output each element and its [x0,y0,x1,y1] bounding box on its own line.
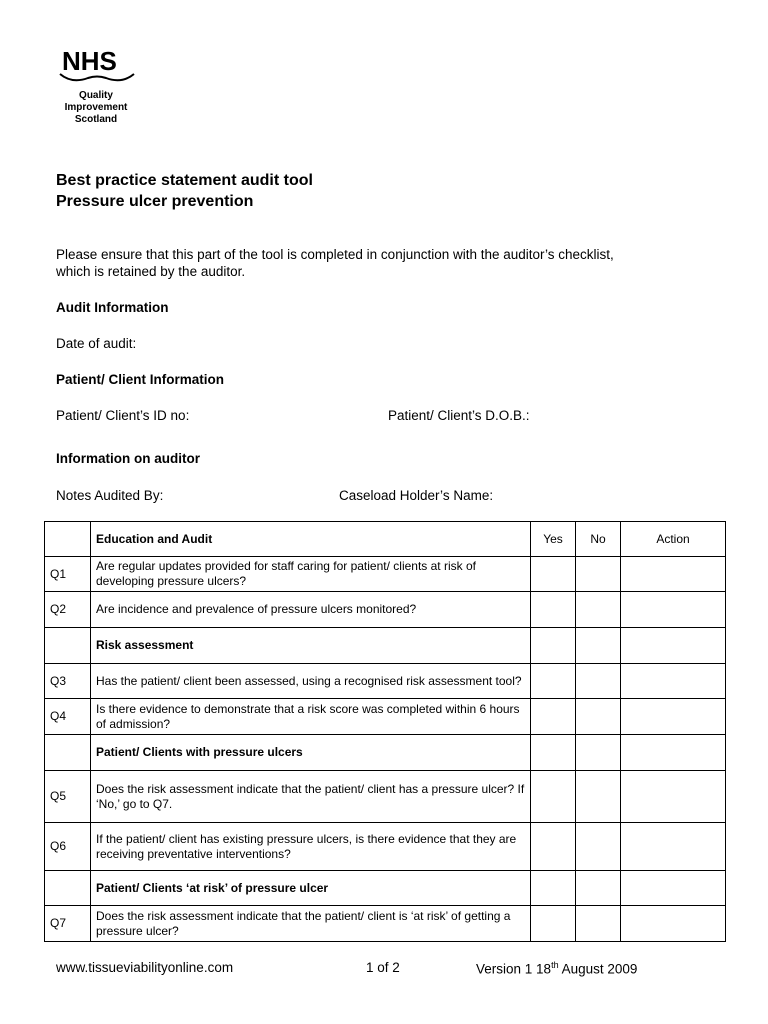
yes-cell[interactable] [531,664,576,699]
question-text: Are regular updates provided for staff caring for patient/ clients at risk of developing pressure ulcers? [91,557,531,592]
no-cell[interactable] [576,699,621,735]
yes-cell [531,628,576,664]
question-number: Q2 [45,592,91,628]
audit-info-heading: Audit Information [56,300,169,315]
no-cell[interactable] [576,592,621,628]
question-number: Q6 [45,823,91,871]
table-row [45,592,726,628]
action-cell[interactable] [621,906,726,942]
title-line-2: Pressure ulcer prevention [56,193,254,210]
nhs-wave-icon [58,70,136,84]
yes-cell[interactable] [531,557,576,592]
page-title [56,170,313,212]
q-number-cell [45,522,91,557]
no-cell [576,628,621,664]
section-header: Education and Audit [91,522,531,557]
table-row [45,823,726,871]
yes-cell[interactable] [531,823,576,871]
table-row [45,735,726,771]
table-row [45,557,726,592]
question-number: Q3 [45,664,91,699]
question-text: Does the risk assessment indicate that the patient/ client has a pressure ulcer? If ‘No,’ go to Q7. [91,771,531,823]
yes-column-header: Yes [531,522,576,557]
title-line-1: Best practice statement audit tool [56,172,313,189]
caseload-holder-label: Caseload Holder’s Name: [339,488,494,503]
action-cell [621,871,726,906]
yes-cell[interactable] [531,592,576,628]
q-number-cell [45,871,91,906]
no-cell [576,735,621,771]
no-cell [576,871,621,906]
action-cell [621,735,726,771]
action-cell [621,628,726,664]
version-suffix: August 2009 [558,961,638,977]
yes-cell [531,871,576,906]
question-number: Q5 [45,771,91,823]
nhs-logo-subtitle: Quality Improvement Scotland [64,90,128,125]
question-number: Q7 [45,906,91,942]
patient-dob-label: Patient/ Client’s D.O.B.: [388,408,530,423]
question-text: Has the patient/ client been assessed, using a recognised risk assessment tool? [91,664,531,699]
patient-id-label: Patient/ Client’s ID no: [56,408,190,423]
date-of-audit-label: Date of audit: [56,336,137,351]
table-row [45,906,726,942]
no-column-header: No [576,522,621,557]
yes-cell [531,735,576,771]
question-number: Q4 [45,699,91,735]
yes-cell[interactable] [531,906,576,942]
question-text: If the patient/ client has existing pressure ulcers, is there evidence that they are receiving preventative interventions? [91,823,531,871]
question-text: Does the risk assessment indicate that the patient/ client is ‘at risk’ of getting a pressure ulcer? [91,906,531,942]
action-column-header: Action [621,522,726,557]
no-cell[interactable] [576,664,621,699]
question-text: Is there evidence to demonstrate that a risk score was completed within 6 hours of admission? [91,699,531,735]
version-prefix: Version 1 18 [476,961,552,977]
auditor-info-heading: Information on auditor [56,451,200,466]
footer-page-number: 1 of 2 [366,960,400,975]
no-cell[interactable] [576,906,621,942]
footer-version [476,960,637,977]
question-number: Q1 [45,557,91,592]
footer-website: www.tissueviabilityonline.com [56,960,234,975]
audit-table [44,521,726,942]
action-cell[interactable] [621,771,726,823]
action-cell[interactable] [621,592,726,628]
section-header: Risk assessment [91,628,531,664]
action-cell[interactable] [621,664,726,699]
nhs-logo-text: NHS [62,46,117,76]
q-number-cell [45,735,91,771]
table-row [45,628,726,664]
table-row [45,664,726,699]
action-cell[interactable] [621,557,726,592]
table-row [45,522,726,557]
table-row [45,699,726,735]
notes-audited-by-label: Notes Audited By: [56,488,164,503]
question-text: Are incidence and prevalence of pressure ulcers monitored? [91,592,531,628]
intro-text: Please ensure that this part of the tool is completed in conjunction with the auditor’s checklist, which is retained by the auditor. [56,247,614,279]
section-header: Patient/ Clients with pressure ulcers [91,735,531,771]
action-cell[interactable] [621,823,726,871]
yes-cell[interactable] [531,699,576,735]
table-row [45,771,726,823]
no-cell[interactable] [576,823,621,871]
yes-cell[interactable] [531,771,576,823]
version-sup: th [551,960,559,970]
patient-info-heading: Patient/ Client Information [56,372,225,387]
q-number-cell [45,628,91,664]
no-cell[interactable] [576,771,621,823]
action-cell[interactable] [621,699,726,735]
no-cell[interactable] [576,557,621,592]
table-row [45,871,726,906]
section-header: Patient/ Clients ‘at risk’ of pressure ulcer [91,871,531,906]
